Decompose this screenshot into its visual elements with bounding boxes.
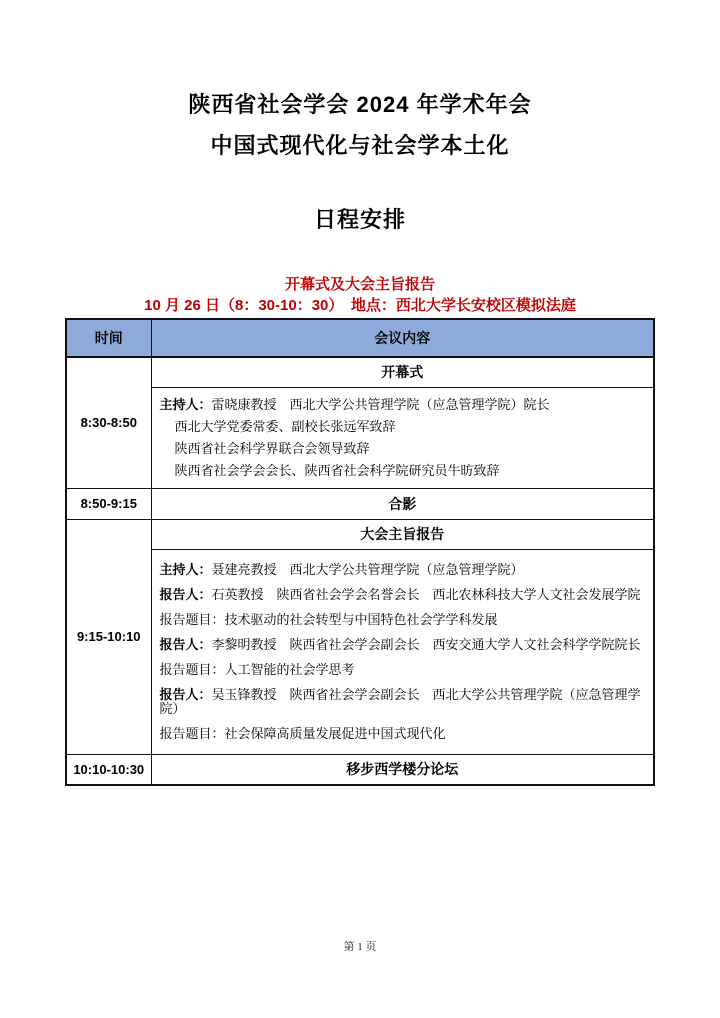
document-title-line1: 陕西省社会学会 2024 年学术年会 [188, 92, 532, 117]
agenda-line-text: 陕西省社会学会会长、陕西省社会科学院研究员牛昉致辞 [174, 462, 500, 478]
table-row-keynote-title [66, 519, 654, 549]
opening-subtitle-cell: 开幕式 [151, 357, 654, 387]
agenda-line-text: 吴玉锋教授 陕西省社会学会副会长 西北大学公共管理学院（应急管理学院） [159, 686, 641, 716]
agenda-line [152, 638, 648, 652]
agenda-line [152, 613, 648, 627]
content-column-header: 会议内容 [151, 319, 654, 357]
keynote-subtitle-cell: 大会主旨报告 [151, 519, 654, 549]
agenda-line [152, 663, 648, 677]
agenda-line [152, 398, 648, 412]
session-datetime-location: 10 月 26 日（8：30-10：30） 地点：西北大学长安校区模拟法庭 [144, 297, 576, 314]
agenda-line-text: 聂建亮教授 西北大学公共管理学院（应急管理学院） [211, 561, 524, 577]
agenda-line [152, 464, 648, 478]
agenda-line-text: 李黎明教授 陕西省社会学会副会长 西安交通大学人文社会科学学院院长 [211, 636, 641, 652]
time-cell-move: 10:10-10:30 [66, 754, 151, 785]
agenda-line-text: 报告题目：社会保障高质量发展促进中国式现代化 [159, 725, 446, 741]
agenda-line-text: 报告题目：人工智能的社会学思考 [159, 661, 355, 677]
agenda-table [65, 318, 655, 786]
agenda-line-text: 西北大学党委常委、副校长张远军致辞 [174, 418, 396, 434]
keynote-content-cell [151, 549, 654, 754]
agenda-line-text: 陕西省社会科学界联合会领导致辞 [174, 440, 370, 456]
time-cell-opening: 8:30-8:50 [66, 357, 151, 488]
session-title: 开幕式及大会主旨报告 [284, 276, 435, 293]
move-content-cell: 移步西学楼分论坛 [151, 754, 654, 785]
agenda-line [152, 563, 648, 577]
agenda-line-text: 雷晓康教授 西北大学公共管理学院（应急管理学院）院长 [211, 396, 550, 412]
agenda-line-label: 报告人： [159, 586, 212, 602]
table-row-photo [66, 488, 654, 519]
agenda-line-text: 石英教授 陕西省社会学会名誉会长 西北农林科技大学人文社会发展学院 [211, 586, 641, 602]
table-row-move [66, 754, 654, 785]
opening-content-cell [151, 387, 654, 488]
agenda-line [152, 688, 648, 716]
agenda-line [152, 420, 648, 434]
table-header-row [66, 319, 654, 357]
agenda-line [152, 727, 648, 741]
agenda-line [152, 588, 648, 602]
photo-content-cell: 合影 [151, 488, 654, 519]
table-row-opening-content [66, 387, 654, 488]
document-title-line2: 中国式现代化与社会学本土化 [210, 133, 510, 158]
time-column-header: 时间 [66, 319, 151, 357]
agenda-line [152, 442, 648, 456]
time-cell-keynote: 9:15-10:10 [66, 519, 151, 754]
schedule-heading: 日程安排 [313, 207, 406, 232]
agenda-line-label: 报告人： [159, 686, 212, 702]
page-number: 第 1 页 [343, 941, 377, 953]
agenda-line-label: 主持人： [159, 396, 212, 412]
agenda-line-label: 报告人： [159, 636, 212, 652]
time-cell-photo: 8:50-9:15 [66, 488, 151, 519]
table-row-keynote-content [66, 549, 654, 754]
agenda-line-text: 报告题目：技术驱动的社会转型与中国特色社会学学科发展 [159, 611, 498, 627]
agenda-line-label: 主持人： [159, 561, 212, 577]
table-row-opening-title [66, 357, 654, 387]
